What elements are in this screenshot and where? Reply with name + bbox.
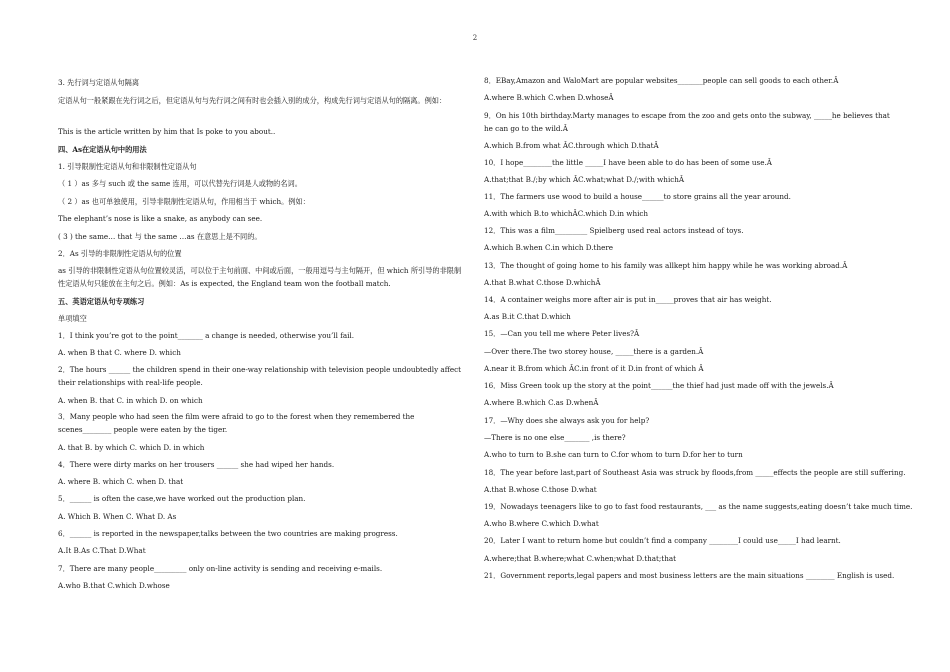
section-heading-as: 四、As在定语从句中的用法	[58, 145, 147, 154]
question-1: 1．I think you’re got to the point_______ a change is needed, otherwise you’ll fail.	[58, 331, 355, 340]
question-21: 21．Government reports,legal papers and most business letters are the main situations ________ English is used.	[484, 571, 895, 580]
options-14: A.as B.it C.that D.which	[484, 312, 571, 321]
page-number: 2	[472, 34, 478, 42]
section-heading-exercises: 五、英语定语从句专项练习	[58, 297, 145, 306]
question-13: 13．The thought of going home to his family was allkept him happy while he was working abroad.Â	[484, 261, 848, 270]
options-17: A.who to turn to B.she can turn to C.for whom to turn D.for her to turn	[484, 450, 743, 459]
options-1: A. when B that C. where D. which	[58, 348, 181, 357]
question-15: 15．—Can you tell me where Peter lives?Â	[484, 329, 640, 338]
question-15-reply: —Over there.The two storey house, _____there is a garden.Â	[484, 347, 704, 356]
question-16: 16．Miss Green took up the story at the point______the thief had just made off with the jewels.Â	[484, 381, 834, 390]
options-16: A.where B.which C.as D.whenÂ	[484, 398, 599, 407]
subheading-separated-antecedent: 3. 先行词与定语从句隔离	[58, 78, 140, 87]
options-18: A.that B.whose C.those D.what	[484, 485, 597, 494]
options-5: A. Which B. When C. What D. As	[58, 512, 177, 521]
question-6: 6．______ is reported in the newspaper,talks between the two countries are making progress.	[58, 529, 398, 538]
options-19: A.who B.where C.which D.what	[484, 519, 599, 528]
example-sentence: The elephant’s nose is like a snake, as anybody can see.	[58, 214, 263, 223]
question-7: 7．There are many people_________ only on-line activity is sending and receiving e-mails.	[58, 564, 383, 573]
options-8: A.where B.which C.when D.whoseÂ	[484, 93, 614, 102]
note-as-2: （ 2 ）as 也可单独使用，引导非限制性定语从句，作用相当于 which。例如：	[58, 197, 310, 206]
question-3: 3．Many people who had seen the film were afraid to go to the forest when they remembered the scenes________ people were eaten by the tiger.	[58, 412, 415, 434]
options-12: A.which B.when C.in which D.there	[484, 243, 614, 252]
question-19: 19．Nowadays teenagers like to go to fast food restaurants, ___ as the name suggests,eating doesn’t take much time.	[484, 502, 913, 511]
question-4: 4．There were dirty marks on her trousers ______ she had wiped her hands.	[58, 460, 335, 469]
question-11: 11．The farmers use wood to build a house______to store grains all the year around.	[484, 192, 791, 201]
options-2: A. when B. that C. in which D. on which	[58, 396, 203, 405]
subheading-as-usage-1: 1. 引导限制性定语从句和非限制性定语从句	[58, 162, 197, 171]
options-15: A.near it B.from which ÂC.in front of it D.in front of which Â	[484, 364, 704, 373]
options-9: A.which B.from what ÂC.through which D.thatÂ	[484, 141, 659, 150]
question-17: 17．—Why does she always ask you for help?	[484, 416, 650, 425]
question-18: 18．The year before last,part of Southeast Asia was struck by floods,from _____effects the people are still suffering.	[484, 468, 906, 477]
question-9: 9．On his 10th birthday.Marty manages to escape from the zoo and gets onto the subway, _____he believes that he can go to the wild.Â	[484, 111, 890, 133]
options-7: A.who B.that C.which D.whose	[58, 581, 170, 590]
options-10: A.that;that B./;by which ÂC.what;what D./;with whichÂ	[484, 175, 685, 184]
question-12: 12．This was a film_________ Spielberg used real actors instead of toys.	[484, 226, 744, 235]
example-sentence: This is the article written by him that Is poke to you about..	[58, 127, 276, 136]
options-6: A.It B.As C.That D.What	[58, 546, 146, 555]
paragraph-as-position: as 引导的非限制性定语从句位置较灵活，可以位于主句前面、中间或后面，一般用逗号与主句隔开，但 which 所引导的非限制性定语从句只能放在主句之后。例如：As is expected, the England team won the football match.	[58, 266, 462, 288]
paragraph-separation-explanation: 定语从句一般紧跟在先行词之后，但定语从句与先行词之间有时也会插入别的成分，构成先行词与定语从句的隔离。例如：	[58, 96, 447, 105]
question-8: 8．EBay,Amazon and WaloMart are popular websites_______people can sell goods to each other.Â	[484, 76, 839, 85]
question-17-reply: —There is no one else_______ ,is there?	[484, 433, 626, 442]
question-2: 2．The hours ______ the children spend in their one-way relationship with television people undoubtedly affect their relationships with real-life people.	[58, 365, 461, 387]
exercise-type-label: 单项填空	[58, 314, 87, 323]
question-20: 20．Later I want to return home but couldn’t find a company ________I could use_____I had learnt.	[484, 536, 841, 545]
options-11: A.with which B.to whichÂC.which D.in which	[484, 209, 649, 218]
question-5: 5．______ is often the case,we have worked out the production plan.	[58, 494, 306, 503]
options-13: A.that B.what C.those D.whichÂ	[484, 278, 601, 287]
options-4: A. where B. which C. when D. that	[58, 477, 184, 486]
options-20: A.where;that B.where;what C.when;what D.that;that	[484, 554, 676, 563]
question-10: 10．I hope________the little _____I have been able to do has been of some use.Â	[484, 158, 772, 167]
question-14: 14．A container weighs more after air is put in_____proves that air has weight.	[484, 295, 772, 304]
note-as-3: ( 3 ) the same… that 与 the same …as 在意思上是不同的。	[58, 232, 262, 241]
options-3: A. that B. by which C. which D. in which	[58, 443, 205, 452]
note-as-1: （ 1 ）as 多与 such 或 the same 连用，可以代替先行词是人或物的名词。	[58, 179, 302, 188]
subheading-as-position: 2．As 引导的非限制性定语从句的位置	[58, 249, 182, 258]
